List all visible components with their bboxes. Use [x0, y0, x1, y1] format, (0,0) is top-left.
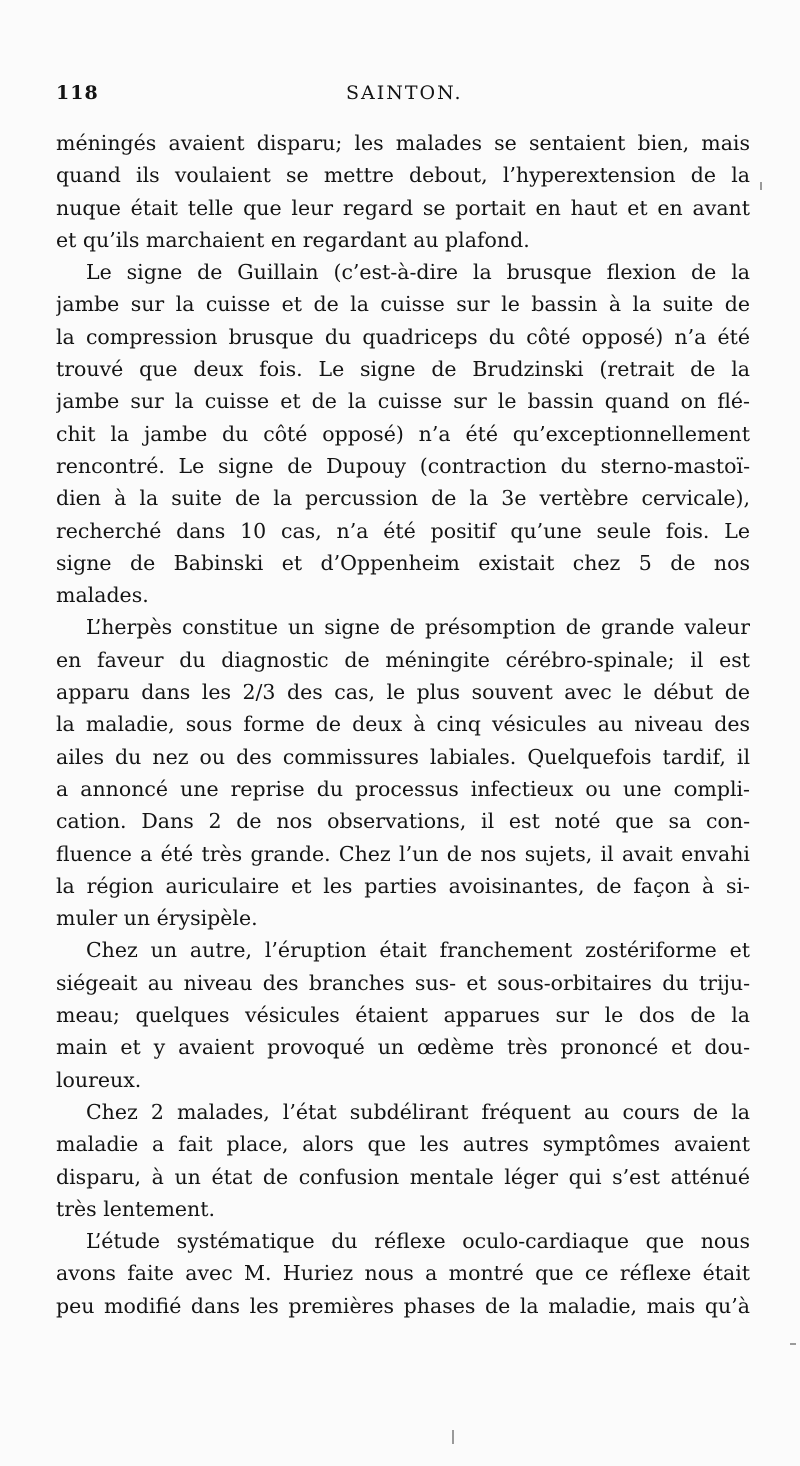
text-line: jambe sur la cuisse et de la cuisse sur le bassin quand on flé-	[56, 389, 750, 414]
text-line: nuque était telle que leur regard se portait en haut et en avant	[56, 195, 750, 220]
text-line: disparu, à un état de confusion mentale léger qui s’est atténué	[56, 1164, 750, 1189]
text-line: peu modifié dans les premières phases de la maladie, mais qu’à	[56, 1293, 750, 1318]
text-line: muler un érysipèle.	[56, 906, 258, 931]
text-line: la région auriculaire et les parties avoisinantes, de façon à si-	[56, 873, 750, 898]
text-line: meau; quelques vésicules étaient apparues sur le dos de la	[56, 1003, 750, 1028]
text-line: L’étude systématique du réflexe oculo-cardiaque que nous	[86, 1229, 750, 1254]
text-line: très lentement.	[56, 1196, 215, 1221]
text-line: a annoncé une reprise du processus infectieux ou une compli-	[56, 776, 750, 801]
text-line: malades.	[56, 583, 149, 608]
text-line: L’herpès constitue un signe de présomption de grande valeur	[86, 615, 750, 640]
text-line: Chez 2 malades, l’état subdélirant fréquent au cours de la	[86, 1099, 750, 1124]
text-line: en faveur du diagnostic de méningite cérébro-spinale; il est	[56, 647, 750, 672]
text-line: rencontré. Le signe de Dupouy (contraction du sterno-mastoï-	[56, 453, 750, 478]
text-line: dien à la suite de la percussion de la 3e vertèbre cervicale),	[56, 486, 750, 511]
text-line: et qu’ils marchaient en regardant au plafond.	[56, 227, 530, 252]
text-line: main et y avaient provoqué un œdème très prononcé et dou-	[56, 1035, 750, 1060]
text-line: ailes du nez ou des commissures labiales. Quelquefois tardif, il	[56, 744, 750, 769]
text-line: Chez un autre, l’éruption était franchement zostériforme et	[86, 938, 750, 963]
text-line: signe de Babinski et d’Oppenheim existait chez 5 de nos	[56, 550, 750, 575]
text-line: chit la jambe du côté opposé) n’a été qu’exceptionnellement	[56, 421, 750, 446]
scan-mark	[790, 1343, 796, 1345]
text-line: loureux.	[56, 1067, 142, 1092]
text-line: apparu dans les 2/3 des cas, le plus souvent avec le début de	[56, 680, 750, 705]
text-line: recherché dans 10 cas, n’a été positif qu’une seule fois. Le	[56, 518, 750, 543]
text-line: maladie a fait place, alors que les autres symptômes avaient	[56, 1132, 750, 1157]
text-line: quand ils voulaient se mettre debout, l’hyperextension de la	[56, 163, 750, 188]
text-line: fluence a été très grande. Chez l’un de nos sujets, il avait envahi	[56, 841, 750, 866]
page-header	[56, 82, 750, 116]
text-line: la maladie, sous forme de deux à cinq vésicules au niveau des	[56, 712, 750, 737]
text-line: méningés avaient disparu; les malades se sentaient bien, mais	[56, 131, 750, 155]
scan-mark	[452, 1430, 454, 1444]
text-line: avons faite avec M. Huriez nous a montré que ce réflexe était	[56, 1261, 750, 1286]
text-line: siégeait au niveau des branches sus- et sous-orbitaires du triju-	[56, 970, 750, 995]
running-head: SAINTON.	[346, 82, 463, 104]
text-line: trouvé que deux fois. Le signe de Brudzinski (retrait de la	[56, 357, 750, 382]
scan-mark	[760, 182, 762, 190]
text-line: cation. Dans 2 de nos observations, il est noté que sa con-	[56, 809, 750, 834]
body-text	[56, 127, 750, 1322]
page-number: 118	[56, 82, 99, 104]
text-line: Le signe de Guillain (c’est-à-dire la brusque flexion de la	[86, 260, 750, 285]
text-line: la compression brusque du quadriceps du côté opposé) n’a été	[56, 324, 750, 349]
text-line: jambe sur la cuisse et de la cuisse sur le bassin à la suite de	[56, 292, 750, 317]
